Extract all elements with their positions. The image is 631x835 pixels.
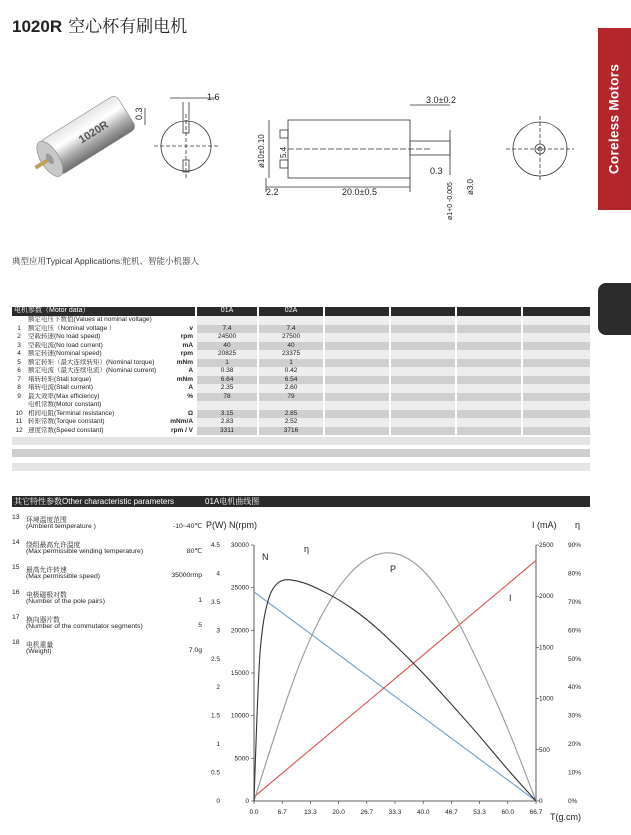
row-number: 3: [17, 341, 21, 349]
empty-cell: [390, 410, 456, 419]
table-row: [12, 325, 590, 334]
row-unit: A: [188, 384, 194, 391]
performance-chart: [196, 514, 590, 830]
row-value-02a: 2.52: [258, 418, 324, 427]
characteristic-item: [12, 539, 202, 564]
p-tick-label: 4: [216, 570, 220, 578]
characteristic-label-en: (Max permissible speed): [26, 573, 101, 580]
row-label: 转矩常数(Torque constant): [28, 418, 105, 425]
characteristic-value: 80℃: [186, 548, 202, 555]
empty-cell: [456, 401, 522, 410]
x-tick-label: 33.3: [388, 809, 402, 816]
side-tab-label: Coreless Motors: [606, 63, 622, 175]
empty-cell: [456, 350, 522, 359]
series-i-line: [254, 560, 536, 797]
row-value-02a: [258, 316, 324, 325]
table-row: [12, 376, 590, 385]
empty-cell: [324, 410, 390, 419]
n-tick-label: 15000: [230, 670, 249, 677]
page-title: [12, 12, 187, 37]
end-view-right: [506, 116, 574, 182]
row-unit: rpm / V: [170, 426, 194, 434]
empty-cell: [324, 367, 390, 376]
table-row: [12, 393, 590, 402]
row-unit: A: [188, 367, 194, 374]
characteristic-label-en: (Number of the commutator segments): [26, 623, 143, 630]
p-tick-label: 4.5: [210, 542, 220, 549]
row-number: 7: [17, 375, 21, 383]
dim-2-2: 2.2: [266, 187, 279, 197]
characteristic-label-cn: 电机重量: [26, 642, 54, 649]
table-row: [12, 367, 590, 376]
characteristic-label-en: (Number of the pole pairs): [26, 598, 105, 605]
dim-d1: ø1+0 -0.005: [447, 182, 454, 220]
empty-cell: [390, 325, 456, 334]
empty-cell: [324, 401, 390, 410]
i-tick-label: 1000: [539, 695, 554, 703]
row-label: 额定电压下数值(Values at nominal voltage): [28, 316, 152, 323]
row-number: 12: [15, 426, 23, 434]
empty-cell: [324, 359, 390, 368]
other-params-title: 其它特性参数Other characteristic parameters: [14, 497, 175, 506]
row-number: 11: [15, 418, 23, 425]
table-row: [12, 384, 590, 393]
eta-tick-label: 90%: [568, 542, 582, 549]
empty-cell: [324, 350, 390, 359]
row-value-01a: 20825: [196, 350, 258, 359]
row-number: 6: [17, 367, 21, 374]
empty-cell: [522, 367, 590, 376]
eta-tick-label: 80%: [568, 570, 582, 578]
empty-cell: [390, 316, 456, 325]
technical-drawing: [20, 80, 600, 230]
empty-cell: [324, 342, 390, 351]
x-tick-label: 60.0: [501, 809, 515, 816]
table-header-col2: 02A: [258, 307, 324, 316]
empty-cell: [456, 376, 522, 385]
characteristic-number: 15: [12, 564, 20, 571]
table-row: [12, 401, 590, 410]
characteristic-label-cn: 最高允许转速: [26, 567, 67, 574]
series-eta-line: [254, 580, 536, 801]
n-tick-label: 10000: [230, 712, 249, 720]
empty-cell: [390, 342, 456, 351]
row-label: 空载转速(No load speed): [28, 333, 101, 340]
empty-cell: [522, 418, 590, 427]
dim-0-3b: 0.3: [430, 166, 443, 176]
table-row: [12, 410, 590, 419]
p-tick-label: 1: [216, 741, 220, 749]
motor-data-table: [12, 307, 590, 471]
row-label: 额定转矩（最大连续转矩）(Nominal torque): [28, 358, 155, 366]
table-row: [12, 359, 590, 368]
row-value-02a: 40: [258, 342, 324, 351]
series-p-line: [254, 553, 536, 801]
row-value-01a: 2.35: [196, 384, 258, 393]
x-tick-label: 53.3: [473, 809, 486, 816]
x-tick-label: 66.7: [529, 809, 543, 816]
empty-cell: [522, 316, 590, 325]
curve-title: 01A电机曲线图: [205, 497, 260, 506]
empty-cell: [390, 359, 456, 368]
dim-5-4: 5.4: [279, 146, 288, 158]
i-tick-label: 500: [539, 746, 550, 754]
row-value-02a: 3716: [258, 427, 324, 436]
n-tick-label: 20000: [230, 627, 249, 635]
row-value-01a: 6.64: [196, 376, 258, 385]
row-label: 堵转电流(Stall current): [28, 384, 94, 391]
row-unit: Ω: [187, 409, 194, 417]
row-unit: mNm/A: [170, 418, 194, 425]
side-block: [598, 283, 631, 335]
x-tick-label: 13.3: [304, 809, 317, 816]
p-tick-label: 1.5: [210, 712, 220, 720]
empty-cell: [390, 333, 456, 342]
empty-cell: [456, 367, 522, 376]
row-value-01a: 3311: [196, 427, 258, 436]
row-label: 相间电阻(Terminal resistance): [28, 409, 115, 417]
row-label: 速度常数(Speed constant): [28, 426, 104, 434]
applications-text: 典型应用Typical Applications:舵机、智能小机器人: [12, 256, 200, 266]
characteristic-item: [12, 614, 202, 639]
row-label: 电机常数(Motor constant): [28, 401, 102, 408]
i-tick-label: 0: [539, 798, 543, 805]
p-tick-label: 2: [216, 684, 220, 692]
table-row: [12, 333, 590, 342]
characteristic-item: [12, 564, 202, 589]
empty-cell: [522, 376, 590, 385]
row-number: [12, 401, 26, 410]
side-tab: [598, 28, 631, 210]
row-value-01a: 24500: [196, 333, 258, 342]
row-label: 额定转速(Nominal speed): [28, 350, 102, 357]
characteristic-label-en: (Ambient temperature ): [26, 523, 96, 530]
row-unit: mNm: [176, 375, 194, 383]
empty-cell: [456, 418, 522, 427]
empty-cell: [324, 316, 390, 325]
empty-cell: [522, 342, 590, 351]
empty-cell: [456, 325, 522, 334]
characteristic-label-cn: 换向器片数: [26, 617, 60, 624]
p-tick-label: 0: [216, 798, 220, 805]
row-label: 额定电压（Nominal voltage ）: [28, 324, 116, 332]
curve-label-n: N: [262, 552, 269, 562]
row-value-02a: 23375: [258, 350, 324, 359]
row-value-02a: 27500: [258, 333, 324, 342]
x-tick-label: 0.0: [249, 809, 259, 816]
empty-cell: [456, 333, 522, 342]
row-value-01a: 3.15: [196, 410, 258, 419]
empty-cell: [522, 325, 590, 334]
product-name: 空心杯有刷电机: [68, 17, 188, 36]
empty-cell: [456, 342, 522, 351]
n-tick-label: 30000: [230, 542, 249, 549]
dim-20-0: 20.0±0.5: [342, 187, 377, 197]
row-number: 2: [17, 333, 21, 340]
row-unit: rpm: [180, 350, 194, 357]
chart-x-label: T(g.cm): [550, 812, 581, 822]
x-tick-label: 6.7: [277, 809, 287, 816]
row-value-01a: 2.83: [196, 418, 258, 427]
dim-3-0: 3.0±0.2: [426, 95, 456, 105]
row-number: 4: [17, 350, 21, 357]
x-tick-label: 40.0: [416, 809, 430, 816]
row-value-01a: 7.4: [196, 325, 258, 334]
row-value-01a: 0.38: [196, 367, 258, 376]
empty-cell: [324, 376, 390, 385]
table-row: [12, 316, 590, 325]
characteristic-number: 16: [12, 589, 20, 596]
characteristic-label-cn: 绕组最高允许温度: [26, 542, 81, 549]
characteristic-value: 1: [198, 597, 202, 604]
empty-cell: [456, 359, 522, 368]
characteristics-header: [12, 496, 590, 507]
characteristic-item: [12, 589, 202, 614]
row-unit: mA: [182, 341, 194, 349]
empty-cell: [456, 427, 522, 436]
empty-cell: [390, 350, 456, 359]
row-label: 空载电流(No load current): [28, 341, 103, 349]
p-tick-label: 3.5: [210, 598, 220, 606]
p-tick-label: 2.5: [210, 655, 220, 663]
eta-tick-label: 40%: [568, 684, 582, 692]
row-number: 5: [17, 358, 21, 366]
empty-cell: [522, 333, 590, 342]
row-unit: [166, 316, 196, 325]
table-row: [12, 350, 590, 359]
table-header-col1: 01A: [196, 307, 258, 316]
empty-cell: [456, 410, 522, 419]
characteristics-list: [12, 514, 202, 664]
dim-d3: ø3.0: [466, 178, 475, 195]
row-number: 9: [17, 392, 21, 400]
p-tick-label: 0.5: [210, 769, 220, 777]
row-value-02a: 2.60: [258, 384, 324, 393]
empty-cell: [324, 418, 390, 427]
empty-cell: [324, 333, 390, 342]
empty-cell: [456, 384, 522, 393]
row-unit: %: [187, 392, 194, 400]
n-tick-label: 0: [245, 798, 249, 805]
characteristic-item: [12, 514, 202, 539]
x-tick-label: 26.7: [360, 809, 374, 816]
p-tick-label: 3: [216, 627, 220, 635]
empty-cell: [522, 350, 590, 359]
characteristic-value: 5: [198, 622, 202, 629]
row-label: 额定电流（最大连续电流）(Nominal current): [28, 367, 157, 374]
eta-tick-label: 20%: [568, 741, 582, 749]
characteristic-number: 18: [12, 639, 20, 646]
x-tick-label: 20.0: [332, 809, 345, 816]
row-number: 8: [17, 384, 21, 391]
empty-cell: [390, 367, 456, 376]
curve-label-i: I: [509, 593, 512, 603]
empty-cell: [324, 427, 390, 436]
chart-right-title-eta: η: [575, 520, 581, 530]
x-tick-label: 46.7: [445, 809, 458, 816]
empty-cell: [522, 393, 590, 402]
characteristic-value: -10~40℃: [173, 523, 202, 530]
characteristic-item: [12, 639, 202, 664]
characteristic-value: 7.0g: [188, 647, 202, 654]
dim-0-3a: 0.3: [134, 107, 144, 120]
motor-photo-label: 1020R: [76, 118, 111, 147]
characteristic-label-cn: 电极磁极对数: [26, 592, 67, 599]
dim-d10: ø10±0.10: [257, 134, 266, 168]
dim-1-6: 1.6: [207, 92, 220, 102]
row-number: 10: [15, 409, 23, 417]
empty-cell: [522, 410, 590, 419]
row-unit: mNm: [176, 358, 194, 366]
i-tick-label: 2500: [539, 542, 554, 549]
characteristic-number: 14: [12, 539, 20, 546]
side-view: [266, 105, 450, 192]
empty-cell: [522, 384, 590, 393]
chart-left-title: P(W) N(rpm): [206, 520, 257, 530]
n-tick-label: 25000: [230, 584, 249, 592]
empty-cell: [456, 393, 522, 402]
i-tick-label: 2000: [539, 593, 554, 601]
empty-cell: [456, 316, 522, 325]
characteristic-label-cn: 环境温度范围: [26, 517, 67, 524]
empty-cell: [324, 325, 390, 334]
row-value-02a: 1: [258, 359, 324, 368]
table-row: [12, 342, 590, 351]
row-value-02a: 79: [258, 393, 324, 402]
empty-cell: [390, 384, 456, 393]
eta-tick-label: 70%: [568, 598, 582, 606]
eta-tick-label: 10%: [568, 769, 582, 777]
curve-label-eta: η: [304, 544, 310, 554]
row-value-02a: [258, 401, 324, 410]
row-label: 最大效率(Max efficiency): [28, 392, 100, 400]
row-label: 堵转转矩(Stall torque): [28, 375, 92, 383]
chart-right-title-i: I (mA): [532, 520, 557, 530]
curve-label-p: P: [390, 564, 397, 574]
empty-cell: [390, 401, 456, 410]
table-header-label: 电机参数（Motor data）: [12, 307, 196, 316]
end-view-left: [145, 98, 218, 178]
empty-cell: [390, 376, 456, 385]
eta-tick-label: 0%: [568, 798, 578, 805]
row-value-02a: 0.42: [258, 367, 324, 376]
empty-cell: [522, 359, 590, 368]
row-value-01a: 78: [196, 393, 258, 402]
row-value-01a: 1: [196, 359, 258, 368]
empty-cell: [390, 418, 456, 427]
empty-cell: [390, 427, 456, 436]
row-value-02a: 2.85: [258, 410, 324, 419]
characteristic-number: 17: [12, 614, 20, 621]
motor-photo: [25, 94, 137, 185]
eta-tick-label: 30%: [568, 712, 582, 720]
characteristic-value: 35000rmp: [171, 572, 202, 579]
eta-tick-label: 60%: [568, 627, 582, 635]
characteristic-label-en: (Weight): [26, 648, 52, 655]
row-value-01a: [196, 401, 258, 410]
empty-cell: [522, 427, 590, 436]
row-unit: [166, 401, 196, 410]
empty-cell: [390, 393, 456, 402]
empty-cell: [324, 393, 390, 402]
row-unit: v: [189, 324, 194, 332]
row-value-01a: 40: [196, 342, 258, 351]
characteristic-label-en: (Max permissible winding temperature): [26, 548, 144, 555]
i-tick-label: 1500: [539, 644, 554, 652]
table-row: [12, 427, 590, 436]
eta-tick-label: 50%: [568, 655, 582, 663]
row-value-02a: 6.54: [258, 376, 324, 385]
row-value-02a: 7.4: [258, 325, 324, 334]
model-number: 1020R: [12, 17, 63, 36]
table-row: [12, 418, 590, 427]
empty-cell: [522, 401, 590, 410]
characteristic-number: 13: [12, 514, 20, 521]
row-value-01a: [196, 316, 258, 325]
n-tick-label: 5000: [234, 755, 249, 763]
row-number: 1: [17, 324, 21, 332]
empty-cell: [324, 384, 390, 393]
row-number: [12, 316, 26, 325]
row-unit: rpm: [180, 333, 194, 340]
